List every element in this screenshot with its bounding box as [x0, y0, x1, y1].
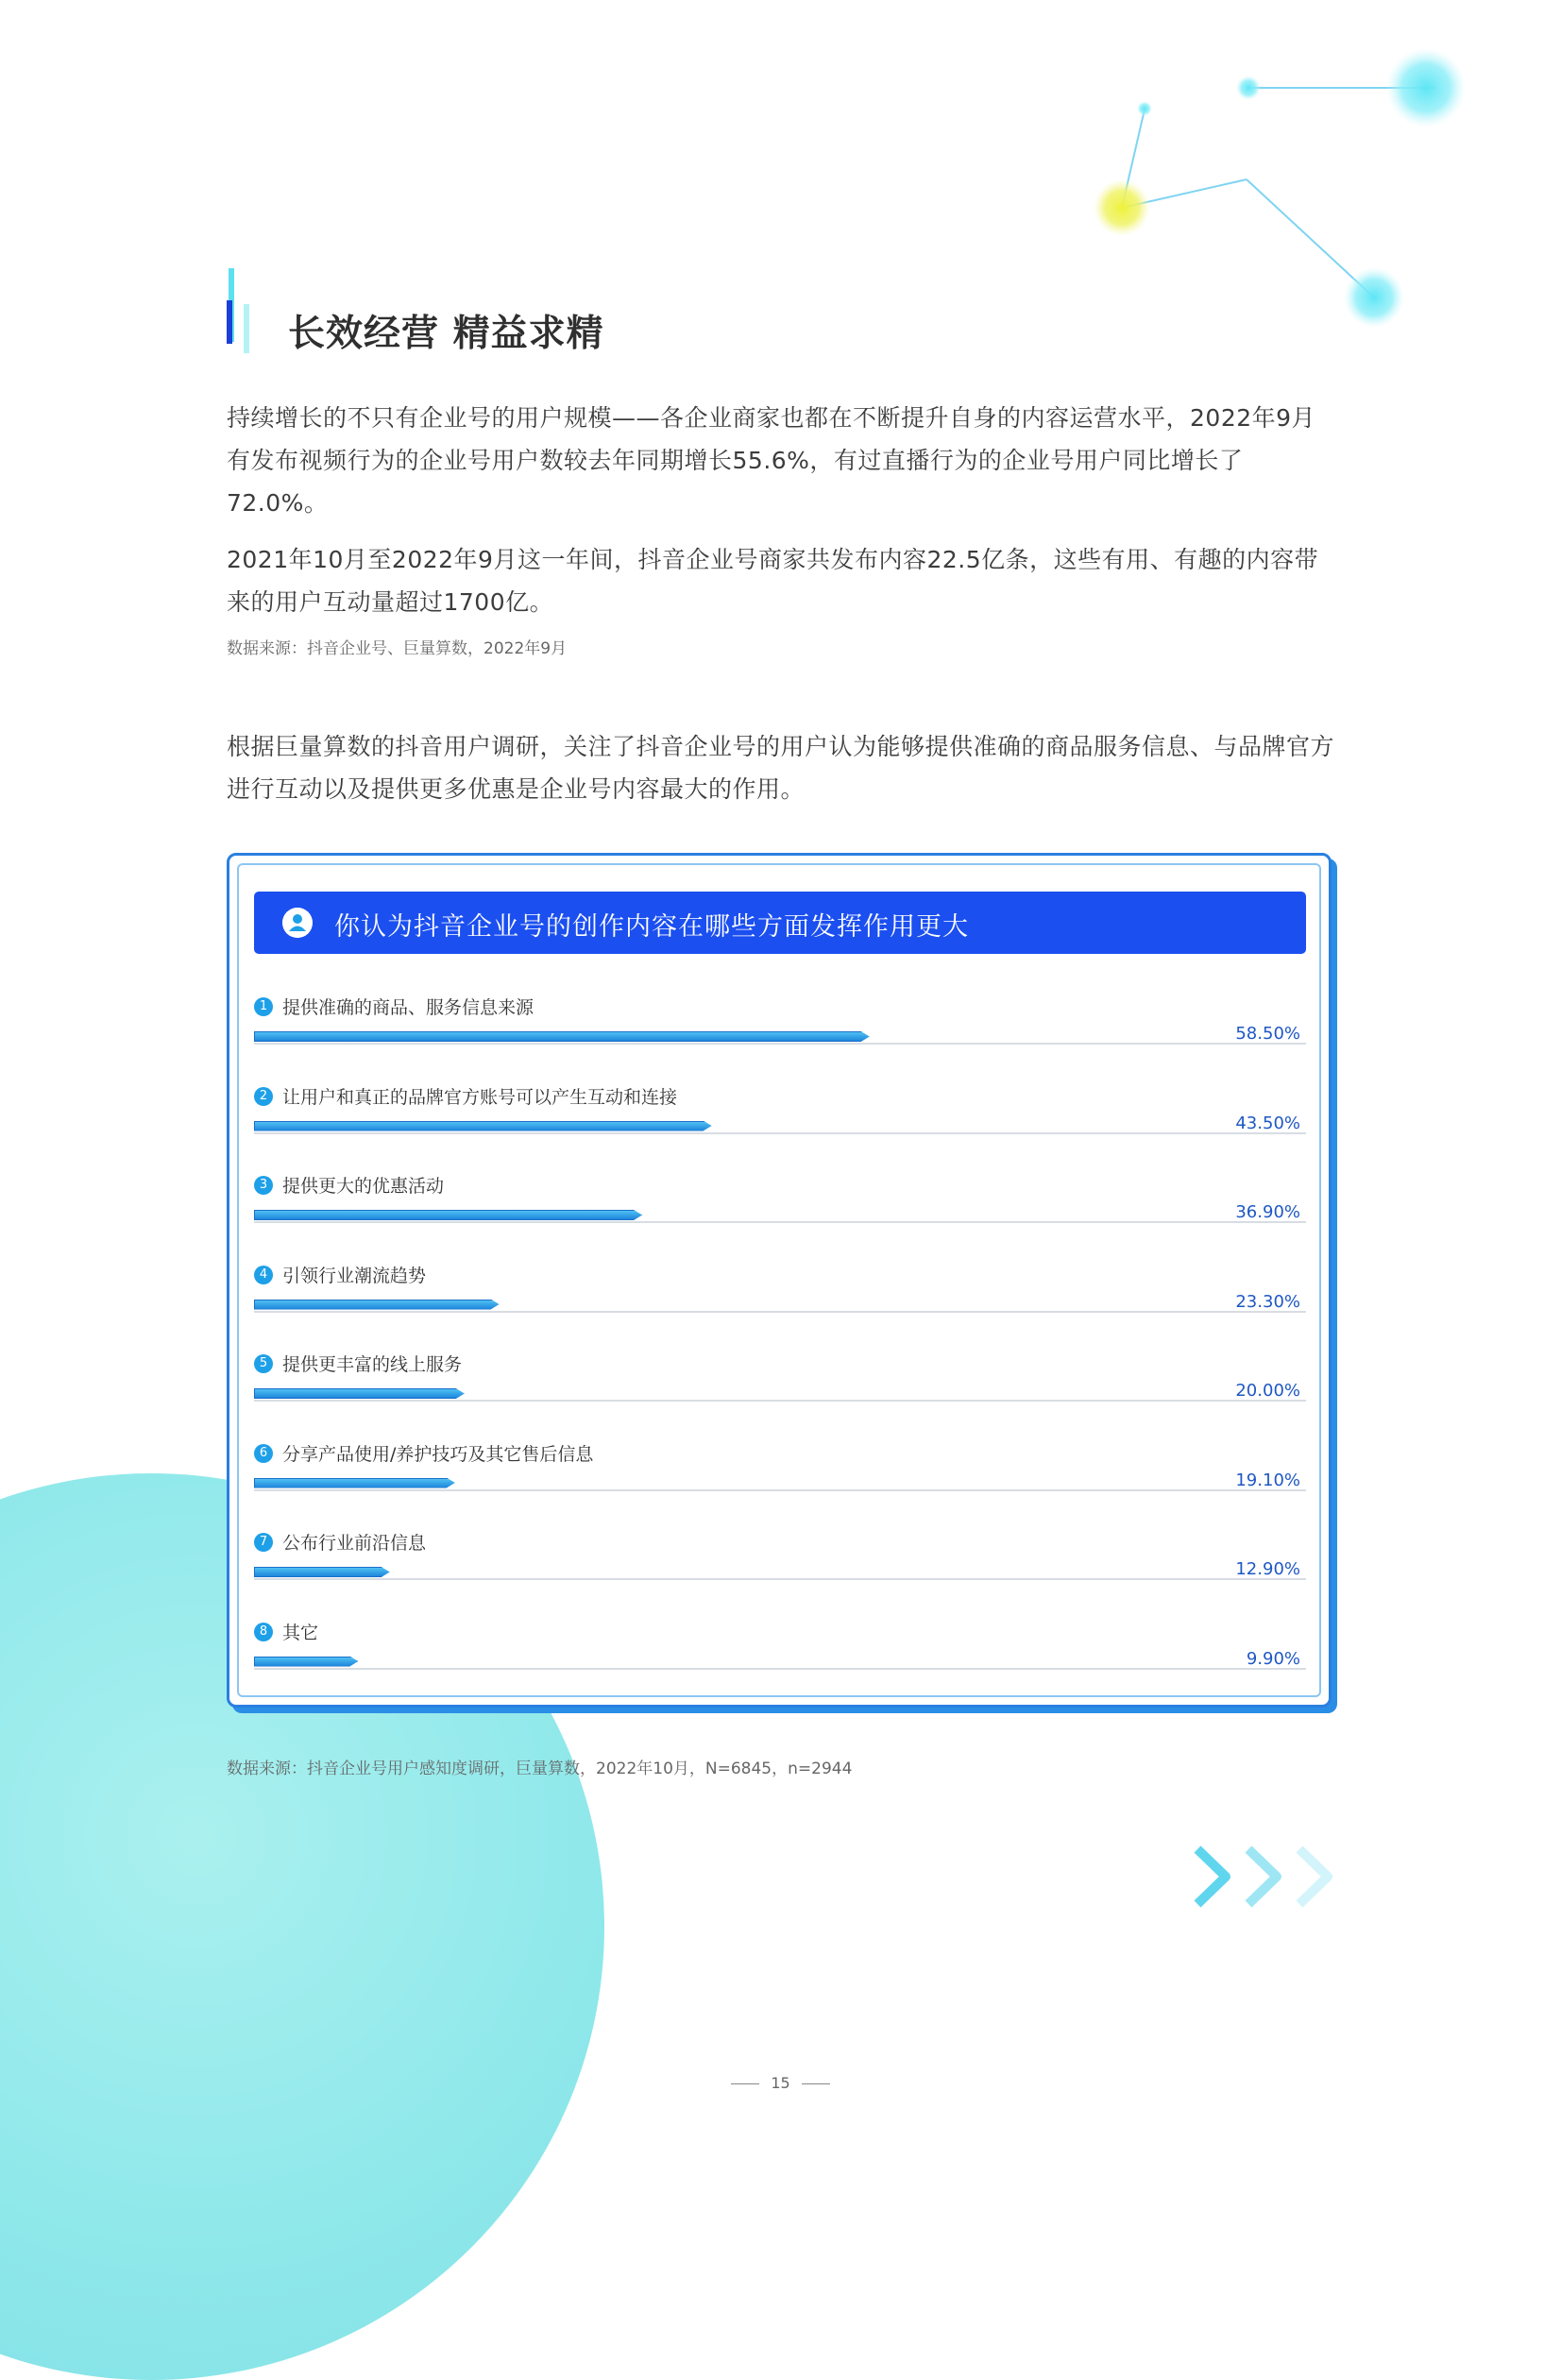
- chart-card: [227, 853, 1332, 1708]
- bar-item: [254, 1087, 1306, 1176]
- item-number-badge: 8: [254, 1623, 273, 1641]
- page-number: 15: [0, 2074, 1561, 2092]
- data-source-note: 数据来源：抖音企业号、巨量算数，2022年9月: [227, 639, 568, 658]
- item-number-badge: 5: [254, 1354, 273, 1373]
- chart-header: [254, 892, 1306, 954]
- bar-item: [254, 1176, 1306, 1265]
- bar-track: [254, 1043, 1306, 1045]
- network-decoration: [1039, 19, 1561, 340]
- value-label: 19.10%: [1235, 1470, 1300, 1490]
- bar-track: [254, 1400, 1306, 1402]
- chevron-right-icon: [1192, 1842, 1343, 1912]
- item-number-badge: 7: [254, 1533, 273, 1552]
- item-number-badge: 6: [254, 1444, 273, 1463]
- category-label: 提供准确的商品、服务信息来源: [282, 997, 534, 1018]
- value-label: 12.90%: [1235, 1559, 1300, 1579]
- value-label: 23.30%: [1235, 1291, 1300, 1312]
- bar: [254, 1300, 500, 1310]
- bar: [254, 1478, 455, 1488]
- category-label: 公布行业前沿信息: [282, 1533, 427, 1554]
- item-number-badge: 3: [254, 1176, 273, 1195]
- bar: [254, 1121, 712, 1131]
- category-label: 分享产品使用/养护技巧及其它售后信息: [282, 1443, 594, 1465]
- bar-item: [254, 1266, 1306, 1354]
- bar-track: [254, 1311, 1306, 1313]
- bar-track: [254, 1221, 1306, 1223]
- bar: [254, 1210, 642, 1220]
- item-number-badge: 2: [254, 1087, 273, 1106]
- value-label: 36.90%: [1235, 1202, 1300, 1222]
- bar-item: [254, 1354, 1306, 1443]
- page-title: 长效经营 精益求精: [288, 313, 604, 355]
- content-stats-paragraph: 2021年10月至2022年9月这一年间，抖音企业号商家共发布内容22.5亿条，这些有用、有趣的内容带来的用户互动量超过1700亿。: [227, 546, 1319, 616]
- chart-source-note: 数据来源：抖音企业号用户感知度调研，巨量算数，2022年10月，N=6845，n=2944: [227, 1760, 853, 1778]
- user-icon: [282, 908, 313, 938]
- category-label: 提供更丰富的线上服务: [282, 1354, 463, 1375]
- bar-track: [254, 1132, 1306, 1134]
- bar-item: [254, 1533, 1306, 1622]
- category-label: 让用户和真正的品牌官方账号可以产生互动和连接: [282, 1086, 678, 1108]
- bar: [254, 1567, 390, 1577]
- bar: [254, 1031, 870, 1042]
- bar-item: [254, 997, 1306, 1086]
- value-label: 43.50%: [1235, 1113, 1300, 1133]
- survey-paragraph: 根据巨量算数的抖音用户调研，关注了抖音企业号的用户认为能够提供准确的商品服务信息、与品牌官方进行互动以及提供更多优惠是企业号内容最大的作用。: [227, 733, 1335, 803]
- value-label: 9.90%: [1246, 1648, 1300, 1669]
- bar: [254, 1657, 358, 1667]
- bar-track: [254, 1489, 1306, 1491]
- bar-track: [254, 1578, 1306, 1580]
- bar-track: [254, 1668, 1306, 1670]
- item-number-badge: 1: [254, 997, 273, 1016]
- chart-title: 你认为抖音企业号的创作内容在哪些方面发挥作用更大: [334, 912, 969, 942]
- item-number-badge: 4: [254, 1266, 273, 1284]
- category-label: 提供更大的优惠活动: [282, 1176, 445, 1197]
- bar-item: [254, 1623, 1306, 1711]
- category-label: 其它: [282, 1622, 319, 1643]
- value-label: 20.00%: [1235, 1381, 1300, 1401]
- title-accent-icon: [227, 268, 255, 353]
- category-label: 引领行业潮流趋势: [282, 1265, 427, 1286]
- bar: [254, 1388, 465, 1399]
- bar-item: [254, 1444, 1306, 1533]
- intro-paragraph: 持续增长的不只有企业号的用户规模——各企业商家也都在不断提升自身的内容运营水平，2022年9月有发布视频行为的企业号用户数较去年同期增长55.6%，有过直播行为的企业号用户同比增长了72.0%。: [227, 404, 1316, 517]
- value-label: 58.50%: [1235, 1024, 1300, 1044]
